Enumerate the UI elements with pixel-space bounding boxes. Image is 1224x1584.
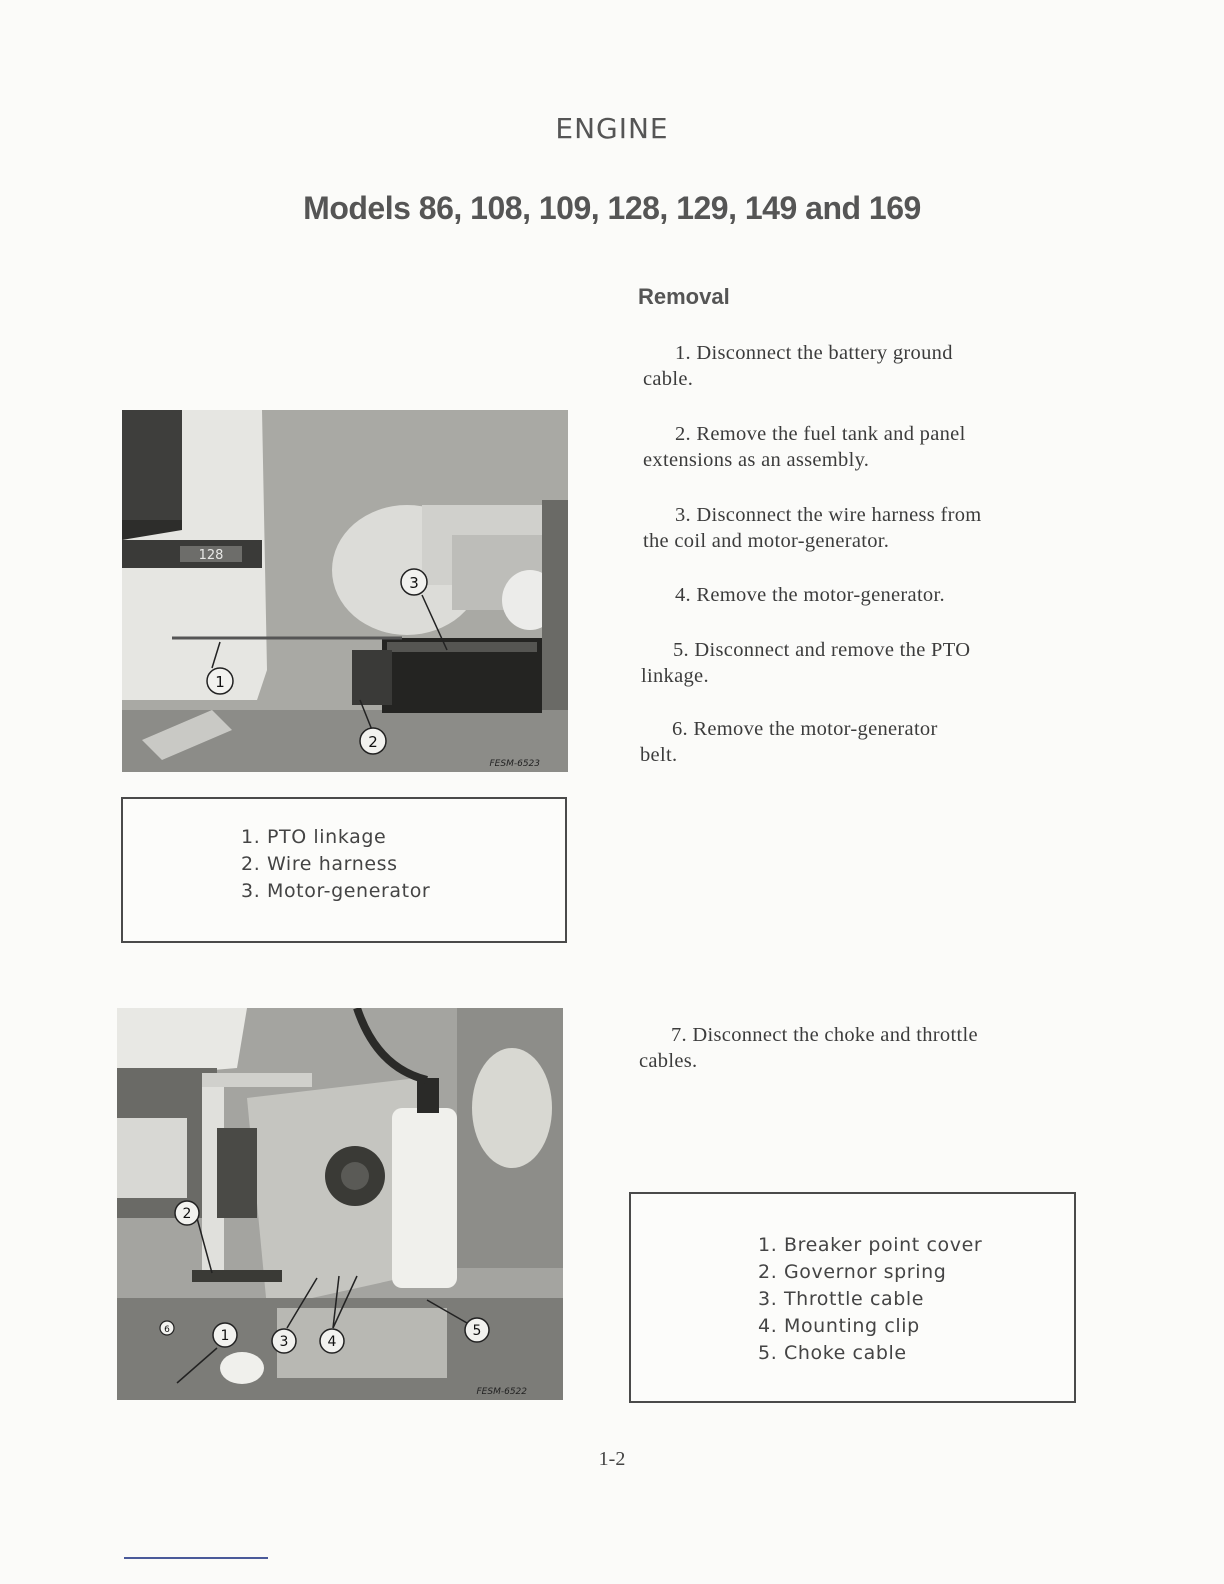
step-6 bbox=[640, 716, 1080, 768]
callout-1: 1 bbox=[220, 1328, 230, 1344]
callout-5: 5 bbox=[472, 1323, 482, 1339]
step-text: Remove the fuel tank and panel bbox=[696, 423, 966, 445]
footer-rule bbox=[124, 1557, 268, 1559]
engine-photo-2 bbox=[117, 1008, 563, 1400]
step-2 bbox=[643, 421, 1083, 473]
legend-item: 3. Motor-generator bbox=[241, 880, 431, 902]
step-number: 3. bbox=[675, 504, 691, 526]
callout-2: 2 bbox=[368, 733, 378, 751]
step-text: Disconnect and remove the PTO bbox=[694, 639, 971, 661]
step-text-cont: cables. bbox=[639, 1050, 698, 1072]
callout-4: 4 bbox=[327, 1334, 337, 1350]
step-7 bbox=[639, 1022, 1079, 1074]
step-number: 2. bbox=[675, 423, 691, 445]
step-text: Disconnect the wire harness from bbox=[696, 504, 982, 526]
step-text-cont: belt. bbox=[640, 744, 678, 766]
legend-item: 5. Choke cable bbox=[758, 1342, 907, 1364]
step-number: 5. bbox=[673, 639, 689, 661]
callout-6: 6 bbox=[164, 1325, 170, 1335]
step-3 bbox=[643, 502, 1093, 554]
callout-1: 1 bbox=[215, 673, 225, 691]
step-text: Remove the motor-generator. bbox=[696, 584, 945, 606]
callout-3: 3 bbox=[279, 1334, 289, 1350]
step-1 bbox=[643, 340, 1083, 392]
callout-2: 2 bbox=[182, 1206, 192, 1222]
step-4 bbox=[643, 582, 1083, 608]
legend-item: 2. Governor spring bbox=[758, 1261, 947, 1283]
page-subtitle: Models 86, 108, 109, 128, 129, 149 and 169 bbox=[303, 190, 921, 226]
step-number: 7. bbox=[671, 1024, 687, 1046]
legend-box-2 bbox=[629, 1192, 1076, 1403]
step-text: Remove the motor-generator bbox=[693, 718, 938, 740]
step-text-cont: cable. bbox=[643, 368, 694, 390]
step-text-cont: linkage. bbox=[641, 665, 709, 687]
step-number: 4. bbox=[675, 584, 691, 606]
engine-photo-1 bbox=[122, 410, 568, 772]
callout-3: 3 bbox=[409, 574, 419, 592]
legend-item: 1. PTO linkage bbox=[241, 826, 387, 848]
legend-box-1 bbox=[121, 797, 567, 943]
step-text-cont: the coil and motor-generator. bbox=[643, 530, 890, 552]
step-text-cont: extensions as an assembly. bbox=[643, 449, 870, 471]
figure-code: FESM-6522 bbox=[476, 1387, 527, 1397]
legend-item: 4. Mounting clip bbox=[758, 1315, 920, 1337]
step-number: 1. bbox=[675, 342, 691, 364]
step-5 bbox=[641, 637, 1081, 689]
section-heading-removal: Removal bbox=[638, 284, 730, 309]
legend-item: 3. Throttle cable bbox=[758, 1288, 925, 1310]
page-number: 1-2 bbox=[598, 1448, 626, 1470]
step-text: Disconnect the battery ground bbox=[696, 342, 953, 364]
model-badge: 128 bbox=[198, 548, 224, 563]
figure-code: FESM-6523 bbox=[489, 759, 540, 769]
page-title: ENGINE bbox=[555, 112, 669, 145]
legend-item: 1. Breaker point cover bbox=[758, 1234, 983, 1256]
step-text: Disconnect the choke and throttle bbox=[692, 1024, 978, 1046]
step-number: 6. bbox=[672, 718, 688, 740]
legend-item: 2. Wire harness bbox=[241, 853, 398, 875]
